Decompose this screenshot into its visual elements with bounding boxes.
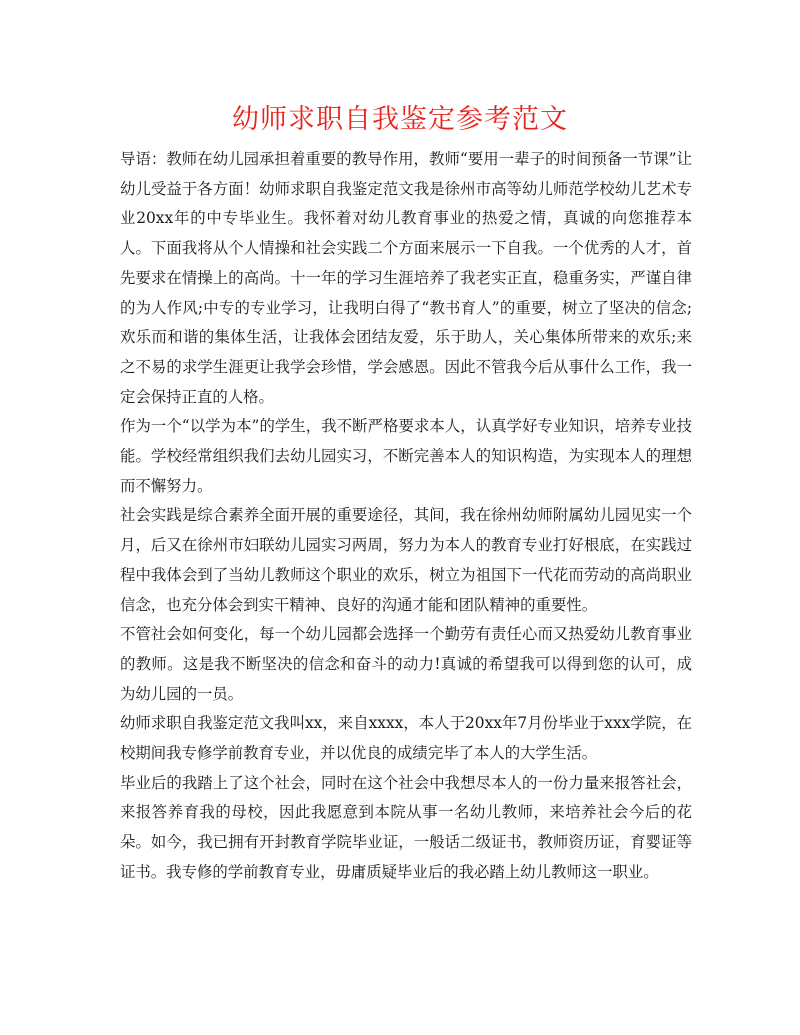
paragraph-career: 毕业后的我踏上了这个社会，同时在这个社会中我想尽本人的一份力量来报答社会，来报答养育我的母校，因此我愿意到本院从事一名幼儿教师，来培养社会今后的花朵。如今，我已拥有开封教育学院毕业证，一般话二级证书，教师资历证，育婴证等证书。我专修的学前教育专业，毋庸质疑毕业后的我必踏上幼儿教师这一职业。 — [120, 773, 692, 881]
document-title: 幼师求职自我鉴定参考范文 — [232, 104, 568, 135]
paragraph-study: 作为一个“以学为本”的学生，我不断严格要求本人，认真学好专业知识，培养专业技能。学校经常组织我们去幼儿园实习，不断完善本人的知识构造，为实现本人的理想而不懈努力。 — [120, 417, 692, 495]
paragraph-self-intro: 幼师求职自我鉴定范文我叫xx，来自xxxx，本人于20xx年7月份毕业于xxx学院，在校期间我专修学前教育专业，并以优良的成绩完毕了本人的大学生活。 — [120, 714, 692, 763]
paragraph-belief: 不管社会如何变化，每一个幼儿园都会选择一个勤劳有责任心而又热爱幼儿教育事业的教师。这是我不断坚决的信念和奋斗的动力!真诚的希望我可以得到您的认可，成为幼儿园的一员。 — [120, 625, 692, 703]
paragraph-practice: 社会实践是综合素养全面开展的重要途径，其间，我在徐州幼师附属幼儿园见实一个月，后又在徐州市妇联幼儿园实习两周，努力为本人的教育专业打好根底，在实践过程中我体会到了当幼儿教师这个职业的欢乐，树立为祖国下一代花而劳动的高尚职业信念，也充分体会到实干精神、良好的沟通才能和团队精神的重要性。 — [120, 506, 692, 614]
paragraph-intro: 导语：教师在幼儿园承担着重要的教导作用，教师“要用一辈子的时间预备一节课”让幼儿受益于各方面！幼师求职自我鉴定范文我是徐州市高等幼儿师范学校幼儿艺术专业20xx年的中专毕业生。我怀着对幼儿教育事业的热爱之情，真诚的向您推荐本人。下面我将从个人情操和社会实践二个方面来展示一下自我。一个优秀的人才，首先要求在情操上的高尚。十一年的学习生涯培养了我老实正直，稳重务实，严谨自律的为人作风;中专的专业学习，让我明白得了“教书育人”的重要，树立了坚决的信念;欢乐而和谐的集体生活，让我体会团结友爱，乐于助人，关心集体所带来的欢乐;来之不易的求学生涯更让我学会珍惜，学会感恩。因此不管我今后从事什么工作，我一定会保持正直的人格。 — [120, 150, 692, 406]
document-body — [120, 145, 692, 888]
